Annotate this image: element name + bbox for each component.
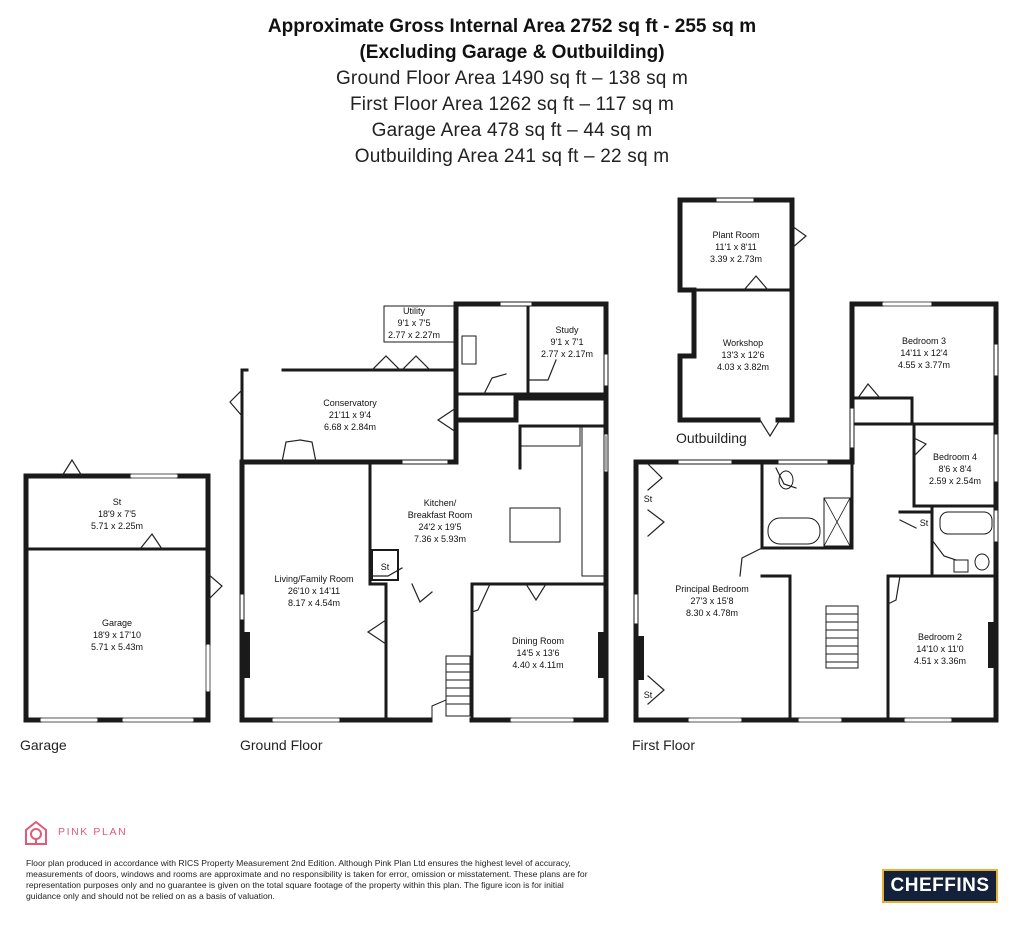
living-metric: 8.17 x 4.54m bbox=[287, 598, 341, 608]
plant-room-metric: 3.39 x 2.73m bbox=[709, 254, 763, 264]
outbuilding-area: Outbuilding Area 241 sq ft – 22 sq m bbox=[354, 146, 670, 167]
workshop-metric: 4.03 x 3.82m bbox=[716, 362, 770, 372]
garage-name: Garage bbox=[101, 618, 133, 628]
bedroom4-name: Bedroom 4 bbox=[932, 452, 978, 462]
st-garage-imperial: 18'9 x 7'5 bbox=[98, 509, 136, 519]
garage-imperial: 18'9 x 17'10 bbox=[93, 630, 141, 640]
kitchen-name-2: Breakfast Room bbox=[407, 510, 473, 520]
ground-floor-area: Ground Floor Area 1490 sq ft – 138 sq m bbox=[335, 68, 689, 89]
bedroom2-imperial: 14'10 x 11'0 bbox=[916, 644, 964, 654]
outbuilding-section-label: Outbuilding bbox=[676, 430, 747, 446]
bedroom3-metric: 4.55 x 3.77m bbox=[897, 360, 951, 370]
gross-area-title: Approximate Gross Internal Area 2752 sq ft - 255 sq m bbox=[267, 16, 757, 37]
study-name: Study bbox=[555, 325, 579, 335]
workshop-imperial: 13'3 x 12'6 bbox=[721, 350, 765, 360]
logo-text: PINK PLAN bbox=[58, 826, 128, 838]
first-floor-area: First Floor Area 1262 sq ft – 117 sq m bbox=[349, 94, 675, 115]
bedroom4-imperial: 8'6 x 8'4 bbox=[938, 464, 972, 474]
kitchen-name: Kitchen/ bbox=[423, 498, 457, 508]
study-imperial: 9'1 x 7'1 bbox=[550, 337, 584, 347]
principal-bedroom-name: Principal Bedroom bbox=[675, 584, 749, 594]
plant-room-name: Plant Room bbox=[712, 230, 760, 240]
conservatory-metric: 6.68 x 2.84m bbox=[323, 422, 377, 432]
workshop-name: Workshop bbox=[722, 338, 764, 348]
principal-bedroom-metric: 8.30 x 4.78m bbox=[685, 608, 739, 618]
garage-metric: 5.71 x 5.43m bbox=[90, 642, 144, 652]
kitchen-metric: 7.36 x 5.93m bbox=[413, 534, 467, 544]
bedroom4-metric: 2.59 x 2.54m bbox=[928, 476, 982, 486]
dining-imperial: 14'5 x 13'6 bbox=[516, 648, 560, 658]
kitchen-imperial: 24'2 x 19'5 bbox=[418, 522, 462, 532]
conservatory-imperial: 21'11 x 9'4 bbox=[328, 410, 372, 420]
garage-area: Garage Area 478 sq ft – 44 sq m bbox=[371, 120, 653, 141]
bedroom3-name: Bedroom 3 bbox=[901, 336, 947, 346]
first-floor-section-label: First Floor bbox=[632, 737, 695, 753]
st-label: St bbox=[643, 494, 653, 504]
cheffins-brand: CHEFFINS bbox=[882, 869, 998, 903]
utility-name: Utility bbox=[403, 306, 425, 316]
principal-bedroom-imperial: 27'3 x 15'8 bbox=[690, 596, 734, 606]
ground-floor-section-label: Ground Floor bbox=[240, 737, 323, 753]
living-name: Living/Family Room bbox=[274, 574, 354, 584]
garage-section-label: Garage bbox=[20, 737, 67, 753]
living-imperial: 26'10 x 14'11 bbox=[287, 586, 341, 596]
bedroom3-imperial: 14'11 x 12'4 bbox=[900, 348, 948, 358]
st-label: St bbox=[643, 690, 653, 700]
disclaimer: Floor plan produced in accordance with RICS Property Measurement 2nd Edition. Although Pink Plan Ltd ensures the highest level of accuracy, measurements of doors, windows and rooms are approximate and no responsibility is taken for error, omission or misstatement. These plans are for representation purposes only and no guarantee is given on the total square footage of the property within this plan. The figure icon is for initial guidance only and should not be relied on as a basis of valuation. bbox=[26, 858, 588, 901]
dining-name: Dining Room bbox=[511, 636, 565, 646]
st-label: St bbox=[919, 518, 929, 528]
plant-room-imperial: 11'1 x 8'11 bbox=[715, 242, 757, 252]
conservatory-name: Conservatory bbox=[323, 398, 377, 408]
study-metric: 2.77 x 2.17m bbox=[540, 349, 594, 359]
excluding-note: (Excluding Garage & Outbuilding) bbox=[359, 42, 665, 63]
utility-metric: 2.77 x 2.27m bbox=[387, 330, 441, 340]
st-ground-label: St bbox=[380, 562, 390, 572]
dining-metric: 4.40 x 4.11m bbox=[512, 660, 564, 670]
st-garage-metric: 5.71 x 2.25m bbox=[90, 521, 144, 531]
utility-imperial: 9'1 x 7'5 bbox=[397, 318, 431, 328]
bedroom2-metric: 4.51 x 3.36m bbox=[913, 656, 967, 666]
bedroom2-name: Bedroom 2 bbox=[917, 632, 963, 642]
st-garage-name: St bbox=[112, 497, 122, 507]
